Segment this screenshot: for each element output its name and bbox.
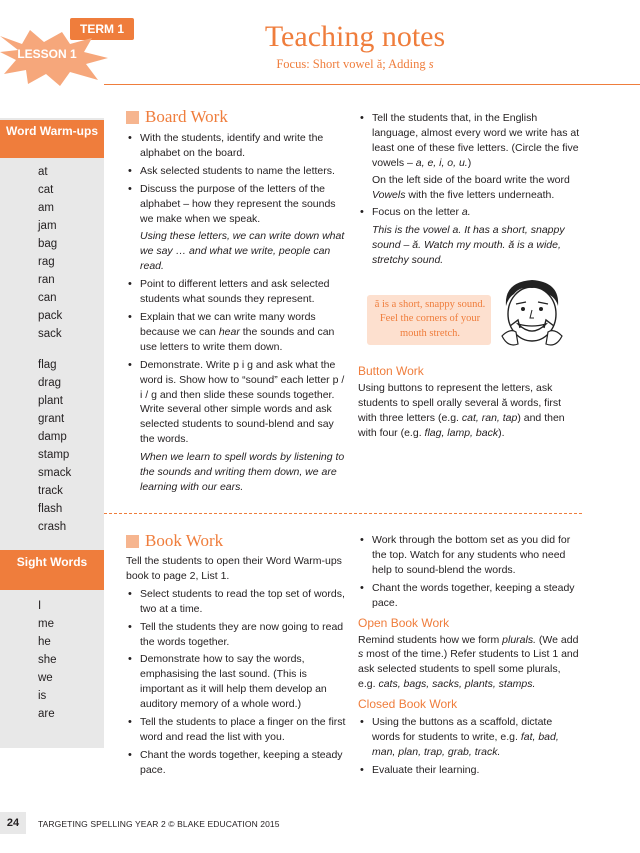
book-work-list xyxy=(126,587,348,778)
smiling-face-illustration xyxy=(496,276,568,352)
board-work-list-right xyxy=(358,111,580,268)
section-divider xyxy=(104,513,582,514)
book-work-intro: Tell the students to open their Word Warm-ups book to page 2, List 1. xyxy=(126,555,342,582)
heading-square-icon xyxy=(126,111,139,124)
open-book-work-text: Remind students how we form plurals. (We add s most of the time.) Refer students to List 1 and ask selected students to spell some plurals, e.g. cats, bags, sacks, plants, stamps. xyxy=(358,633,579,691)
word-item: crash xyxy=(38,521,67,533)
board-work-heading: Board Work xyxy=(126,106,348,128)
teacher-script: Using these letters, we can write down what we say … and what we write, people can read. xyxy=(140,230,345,273)
list-item: • With the students, identify and write the alphabet on the board. xyxy=(126,131,348,161)
list-item: • Ask selected students to name the letters. xyxy=(126,164,348,179)
sight-word-item: she xyxy=(38,654,57,666)
word-item: at xyxy=(38,166,48,178)
closed-book-work-heading: Closed Book Work xyxy=(358,697,458,712)
word-item: plant xyxy=(38,395,63,407)
focus-subtitle: Focus: Short vowel ă; Adding s xyxy=(276,57,434,71)
word-item: pack xyxy=(38,310,63,322)
lesson-label: LESSON 1 xyxy=(17,47,77,61)
word-list-bottom xyxy=(38,356,71,536)
list-item: • Chant the words together, keeping a steady pace. xyxy=(358,581,580,611)
button-work-heading: Button Work xyxy=(358,364,424,378)
heading-square-icon xyxy=(126,535,139,548)
book-work-heading: Book Work xyxy=(126,530,348,552)
list-item: • Demonstrate. Write p i g and ask what the word is. Show how to “sound” each letter p / i / g and then slide these sounds together. Write several other simple words and ask selected students to sound-blend and say the words. When we learn to spell words by listening to the sounds and writing them down, we are learning with our ears. xyxy=(126,358,348,495)
list-item: • Tell the students to place a finger on the first word and read the list with you. xyxy=(126,715,348,745)
word-item: bag xyxy=(38,238,58,250)
sight-word-item: is xyxy=(38,690,47,702)
sight-word-item: we xyxy=(38,672,53,684)
word-item: rag xyxy=(38,256,55,268)
board-work-continued xyxy=(358,108,580,268)
word-item: grant xyxy=(38,413,65,425)
book-work-list-right xyxy=(358,533,580,611)
page-title: Teaching notes xyxy=(264,20,446,53)
teacher-script: When we learn to spell words by listening to the sounds and writing them down, we are learning with our ears. xyxy=(140,451,345,493)
sight-words-title: Sight Words xyxy=(0,550,104,590)
book-work-continued xyxy=(358,530,580,778)
word-item: ran xyxy=(38,274,55,286)
word-item: flag xyxy=(38,359,57,371)
callout-text: ă is a short, snappy sound. Feel the corners of your mouth stretch. xyxy=(374,299,486,339)
word-item: am xyxy=(38,202,54,214)
word-item: jam xyxy=(38,220,57,232)
footer-text: TARGETING SPELLING YEAR 2 © BLAKE EDUCATION 2015 xyxy=(38,819,280,829)
word-item: damp xyxy=(38,431,67,443)
word-item: can xyxy=(38,292,57,304)
instruction: On the left side of the board write the word Vowels with the five letters underneath. xyxy=(372,173,570,201)
word-warmups-title: Word Warm-ups xyxy=(0,120,104,158)
button-work-text: Using buttons to represent the letters, ask students to spell orally several ă words, first with three letters (e.g. cat, ran, tap) and then with four (e.g. flag, lamp, back). xyxy=(358,382,565,439)
word-item: drag xyxy=(38,377,62,389)
header-rule xyxy=(104,84,640,85)
page-number: 24 xyxy=(0,812,26,834)
list-item: • Demonstrate how to say the words, emphasising the last sound. (This is important as it will help them develop an auditory memory of a whole word.) xyxy=(126,652,348,712)
sight-word-item: he xyxy=(38,636,51,648)
button-work-section xyxy=(358,359,580,441)
sight-word-item: I xyxy=(38,600,42,612)
book-work-section xyxy=(126,530,348,778)
word-list-top xyxy=(38,163,62,343)
open-book-work-heading: Open Book Work xyxy=(358,615,450,630)
list-item: • Focus on the letter a. This is the vowel a. It has a short, snappy sound – ă. Watch my mouth. ă is a wide, stretchy sound. xyxy=(358,205,580,268)
list-item: • Select students to read the top set of words, two at a time. xyxy=(126,587,348,617)
board-work-section xyxy=(126,106,348,495)
word-item: cat xyxy=(38,184,54,196)
sight-word-item: me xyxy=(38,618,54,630)
closed-book-work-list xyxy=(358,715,580,778)
word-item: stamp xyxy=(38,449,70,461)
list-item: • Chant the words together, keeping a steady pace. xyxy=(126,748,348,778)
list-item: • Using the buttons as a scaffold, dictate words for students to write, e.g. fat, bad, man, plan, trap, grab, track. xyxy=(358,715,580,760)
word-item: smack xyxy=(38,467,72,479)
list-item: • Evaluate their learning. xyxy=(358,763,580,778)
sight-word-list xyxy=(38,597,57,723)
list-item: • Point to different letters and ask selected students what sounds they represent. xyxy=(126,277,348,307)
teacher-script: This is the vowel a. It has a short, snappy sound – ă. Watch my mouth. ă is a wide, stretchy sound. xyxy=(372,224,565,267)
word-item: track xyxy=(38,485,63,497)
word-item: flash xyxy=(38,503,63,515)
list-item: • Tell the students they are now going to read the words together. xyxy=(126,620,348,650)
sight-word-item: are xyxy=(38,708,55,720)
list-item: • Explain that we can write many words because we can hear the sounds and can use letters to write them down. xyxy=(126,310,348,355)
list-item: • Discuss the purpose of the letters of the alphabet – how they represent the sounds we make when we speak. Using these letters, we can write down what we say … and what we write, people can read. xyxy=(126,182,348,274)
word-item: sack xyxy=(38,328,62,340)
list-item: • Tell the students that, in the English language, almost every word we write has at least one of these five letters. (Circle the five vowels – a, e, i, o, u.) On the left side of the board write the word Vowels with the five letters underneath. xyxy=(358,111,580,202)
term-tab: TERM 1 xyxy=(70,18,134,40)
board-work-list xyxy=(126,131,348,495)
list-item: • Work through the bottom set as you did for the top. Watch for any students who need help to sound-blend the words. xyxy=(358,533,580,578)
